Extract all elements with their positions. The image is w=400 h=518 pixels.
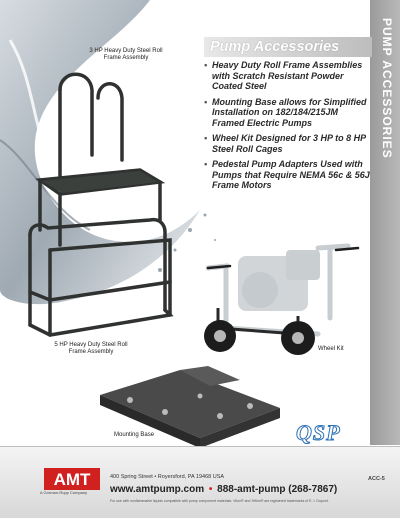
caption-wheel-kit: Wheel Kit: [318, 346, 344, 352]
feature-text: Heavy Duty Roll Frame Assemblies with Scratch Resistant Powder Coated Steel: [212, 60, 363, 91]
bullet-icon: •: [204, 159, 208, 169]
side-banner: [370, 0, 400, 445]
feature-text: Mounting Base allows for Simplified Installation on 182/184/215JM Framed Electric Pumps: [212, 96, 367, 128]
bullet-icon: •: [204, 96, 208, 107]
contact-separator: •: [208, 484, 213, 495]
feature-text: Wheel Kit Designed for 3 HP to 8 HP Steel Roll Cages: [212, 133, 366, 154]
wheel-kit-image: [198, 238, 368, 358]
caption-mounting-base: Mounting Base: [114, 432, 155, 438]
feature-list: [204, 60, 370, 196]
feature-item: [204, 60, 370, 92]
caption-5hp-frame: 5 HP Heavy Duty Steel Roll Frame Assembly: [54, 342, 128, 355]
caption-3hp-frame: 3 HP Heavy Duty Steel Roll Frame Assembly: [89, 48, 163, 61]
footer-fine-print: For use with nonflammable liquids compatible with pump component materials. Viton® and Teflon® are registered trademarks of E. I. Dupont.: [110, 499, 329, 503]
feature-item: [204, 159, 370, 191]
amt-logo-text: AMT: [53, 470, 91, 489]
roll-frame-image: [20, 60, 190, 350]
feature-text: Pedestal Pump Adapters Used with Pumps that Require NEMA 56c & 56J Frame Motors: [212, 159, 370, 190]
amt-logo-subtitle: A Gorman-Rupp Company: [40, 490, 88, 495]
footer-address: 400 Spring Street • Royersford, PA 19468 USA: [110, 474, 225, 480]
footer-contact: [110, 484, 337, 495]
bullet-icon: •: [204, 133, 208, 143]
website-link[interactable]: www.amtpump.com: [110, 484, 205, 495]
qsp-logo-letters: QSP: [296, 420, 341, 445]
page-code: ACC-5: [368, 476, 385, 482]
feature-item: [204, 133, 370, 154]
feature-item: [204, 97, 370, 129]
page-title: Pump Accessories: [204, 37, 372, 57]
side-banner-text: PUMP ACCESSORIES: [380, 18, 394, 159]
phone-number: 888-amt-pump (268-7867): [217, 484, 338, 495]
bullet-icon: •: [204, 60, 208, 70]
amt-logo: [44, 468, 100, 490]
